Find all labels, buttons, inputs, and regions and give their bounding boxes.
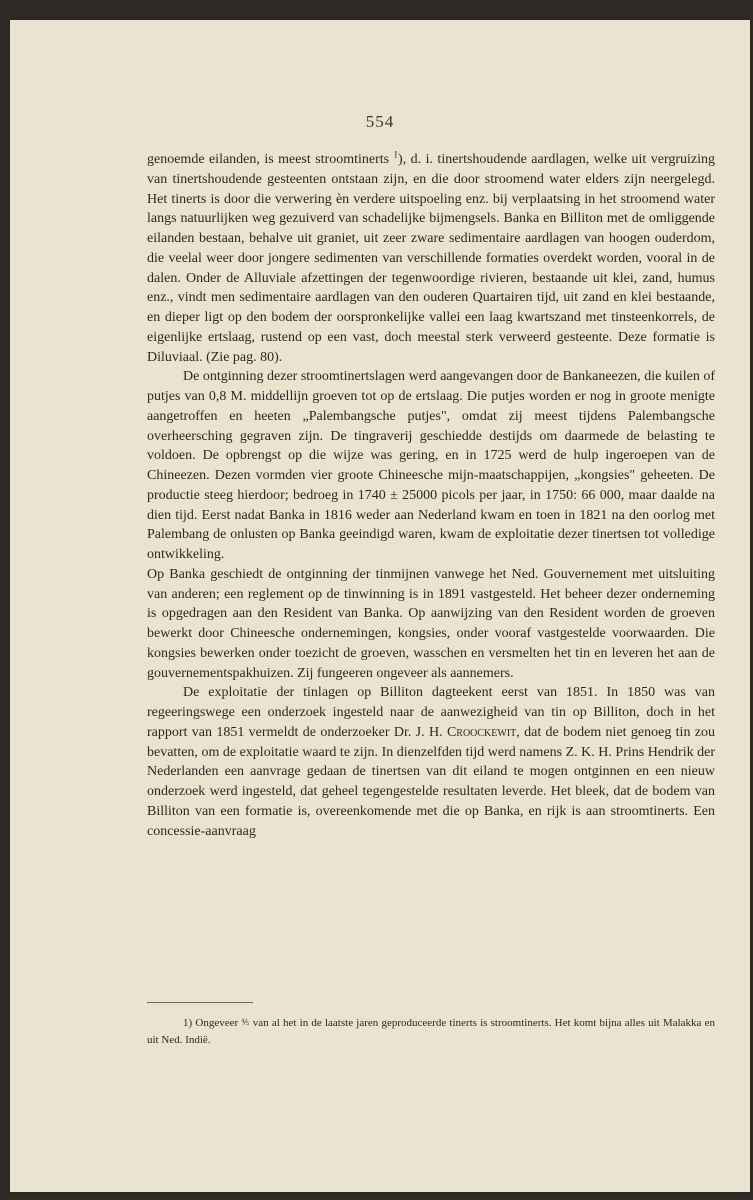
footnote-text-after: van al het in de laatste jaren geproduceerde tinerts is stroomtinerts. Het komt bijna alles uit Malakka en uit Ned. Indië. bbox=[147, 1017, 715, 1046]
paragraph-text: genoemde eilanden, is meest stroomtinerts bbox=[147, 152, 394, 167]
paragraph-text: Op Banka geschiedt de ontginning der tinmijnen vanwege het Ned. Gouvernement met uitsluiting van anderen; een reglement op de tinwinning is in 1891 vastgesteld. Het beheer dezer onderneming is opgedragen aan den Resident van Banka. Op aanwijzing van den Resident worden de groeven bewerkt door Chineesche ondernemingen, kongsies, onder vooraf vastgestelde voorwaarden. Die kongsies bewerken onder toezicht de groeven, wasschen en versmelten het tin en leveren het aan de gouvernementspakhuizen. Zij fungeeren ongeveer als aannemers. bbox=[147, 566, 715, 681]
page-number: 554 bbox=[365, 112, 395, 131]
footnote-fraction: ⅘ bbox=[241, 1018, 250, 1027]
footnote-reference: 1 bbox=[393, 149, 399, 160]
footnote bbox=[147, 1014, 715, 1049]
paragraph-text: , dat de bodem niet genoeg tin zou bevatten, om de exploitatie waard te zijn. In dienzelfden tijd werd namens Z. K. H. Prins Hendrik der Nederlanden een aanvrage gedaan de tinertsen van dit eiland te mogen ontginnen en een nieuw onderzoek werd ingesteld, dat geheel tegengestelde resultaten leverde. Het bleek, dat de bodem van Billiton van een formatie is, overeenkomende met die op Banka, en rijk is aan stroomtinerts. Een concessie-aanvraag bbox=[147, 724, 715, 839]
footnote-marker: 1) bbox=[183, 1017, 193, 1029]
paragraph bbox=[147, 565, 715, 684]
author-name: Croockewit bbox=[446, 724, 517, 740]
footnote-text-before: Ongeveer bbox=[195, 1017, 239, 1029]
footnote-divider bbox=[147, 1002, 253, 1003]
paragraph bbox=[147, 367, 715, 565]
body-text bbox=[147, 150, 715, 841]
paragraph-text: De exploitatie der tinlagen op Billiton dagteekent eerst van 1851. In 1850 was van regeeringswege een onderzoek ingesteld naar de aanwezigheid van tin op Billiton, doch in het rapport van 1851 vermeldt de onderzoeker Dr. J. H. bbox=[147, 685, 715, 740]
paragraph-text: ), d. i. tinertshoudende aardlagen, welke uit vergruizing van tinertshoudende gesteenten ontstaan zijn, en die door stroomend water elders zijn neergelegd. Het tinerts is door die verwering èn verdere uitspoeling enz. bij verplaatsing in het stroomend water langs natuurlijken weg gezuiverd van schadelijke bijmengsels. Banka en Billiton met de omliggende eilanden bestaan, behalve uit graniet, uit zeer zware sedimentaire aardlagen van hoogen ouderdom, die veelal weer door jongere sedimenten van verschillende formaties overdekt worden, vooral in de dalen. Onder de Alluviale afzettingen der tegenwoordige rivieren, bestaande uit klei, zand, humus enz., vindt men sedimentaire aardlagen van den ouderen Quartairen tijd, uit zand en klei bestaande, en dieper ligt op den bodem der oorspronkelijke vallei een laag kwartszand met tinsteenkorrels, de eigenlijke ertslaag, rustend op een vast, doch meestal sterk verweerd gesteente. Deze formatie is Diluviaal. (Zie pag. 80). bbox=[147, 152, 716, 365]
book-page bbox=[10, 20, 750, 1192]
footnote-paragraph bbox=[147, 1014, 715, 1049]
paragraph-text: De ontginning dezer stroomtinertslagen werd aangevangen door de Bankaneezen, die kuilen of putjes van 0,8 M. middellijn groeven tot op de ertslaag. Die putjes worden er nog in groote menigte aangetroffen en heeten „Palembangsche putjes", omdat zij meest tijdens Palembangsche overheersching gegraven zijn. De tingraverij geschiedde destijds om daarmede de belasting te voldoen. De opbrengst op die wijze was gering, en in 1725 werd de hulp ingeroepen van de Chineezen. Dezen vormden vier groote Chineesche mijn-maatschappijen, „kongsies" geheeten. De productie steeg hierdoor; bedroeg in 1740 ± 25000 picols per jaar, in 1750: 66 000, maar daalde na dien tijd. Eerst nadat Banka in 1816 weder aan Nederland kwam en toen in 1821 na den oorlog met Palembang de onlusten op Banka geeindigd waren, kwam de exploitatie dezer tinertsen tot volledige ontwikkeling. bbox=[147, 369, 715, 562]
paragraph bbox=[147, 683, 715, 841]
paragraph bbox=[147, 150, 715, 367]
